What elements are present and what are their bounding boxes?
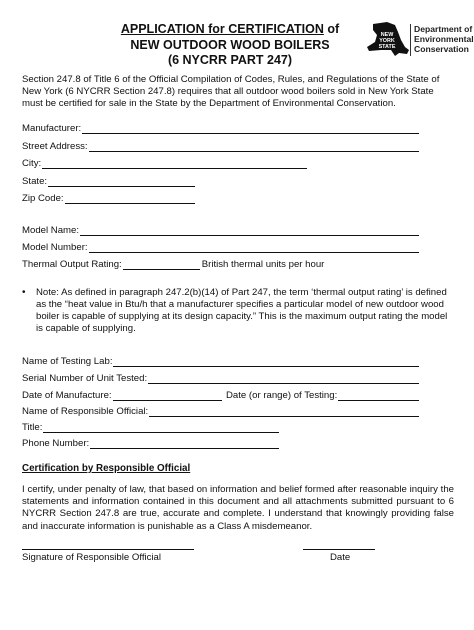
city-field[interactable] [22,157,307,169]
responsible-official-field[interactable] [22,405,419,417]
note-bullet: • [22,287,26,298]
nys-dec-logo [365,20,474,58]
thermal-output-field[interactable] [22,258,350,270]
phone-number-field[interactable] [22,437,279,449]
thermal-output-label: Thermal Output Rating: [22,259,122,270]
model-name-line[interactable] [80,226,419,236]
note-text: Note: As defined in paragraph 247.2(b)(14) of Part 247, the term ‘thermal output rating’ is defined as the “heat value in Btu/h that a manufacturer specifies a particular model of new outdoor wood boiler is capable of supplying at its design capacity.” This is the maximum output rating the model is capable of supplying. [36,287,448,334]
serial-number-line[interactable] [148,374,419,384]
city-line[interactable] [42,159,307,169]
zip-code-field[interactable] [22,192,195,204]
phone-number-label: Phone Number: [22,438,90,449]
thermal-output-line[interactable] [123,260,200,270]
intro-paragraph: Section 247.8 of Title 6 of the Official Compilation of Codes, Rules, and Regulations of the State of New York (6 NYCRR Section 247.8) requires that all outdoor wood boilers sold in New York State must be certified for sale in the State by the Department of Environmental Conservation. [22,74,440,110]
street-address-label: Street Address: [22,141,88,152]
new-york-state-map-icon [365,20,410,58]
zip-code-label: Zip Code: [22,193,64,204]
certification-heading: Certification by Responsible Official [22,463,191,474]
svg-text:NEW: NEW [380,32,394,38]
date-signature-line[interactable] [303,549,375,550]
model-name-label: Model Name: [22,225,80,236]
signature-line[interactable] [22,549,194,550]
title-line1-underlined: APPLICATION for CERTIFICATION [120,22,324,36]
state-line[interactable] [48,177,195,187]
street-address-field[interactable] [22,140,419,152]
state-field[interactable] [22,175,195,187]
department-name [414,25,474,54]
form-title [100,22,360,69]
thermal-output-unit: British thermal units per hour [201,259,325,270]
manufacturer-line[interactable] [82,124,419,134]
phone-number-line[interactable] [90,439,279,449]
dept-line3: Conservation [414,43,469,54]
svg-text:STATE: STATE [378,44,396,50]
manufacturer-field[interactable] [22,122,419,134]
serial-number-label: Serial Number of Unit Tested: [22,373,148,384]
logo-divider [410,24,411,56]
title-line3: (6 NYCRR PART 247) [167,53,293,67]
responsible-official-label: Name of Responsible Official: [22,406,149,417]
zip-code-line[interactable] [65,194,195,204]
signature-label: Signature of Responsible Official [22,552,162,563]
serial-number-field[interactable] [22,372,419,384]
date-manufacture-line[interactable] [113,391,222,401]
city-label: City: [22,158,42,169]
title-line[interactable] [43,423,279,433]
date-testing-line[interactable] [338,391,419,401]
manufacturer-label: Manufacturer: [22,123,82,134]
testing-lab-field[interactable] [22,355,419,367]
dept-line1: Department of [414,24,473,34]
date-testing-label: Date (or range) of Testing: [226,390,338,401]
responsible-official-line[interactable] [149,407,419,417]
thermal-output-note [22,287,454,335]
state-label: State: [22,176,48,187]
dept-line2: Environmental [414,33,474,44]
date-manufacture-field[interactable] [22,389,222,401]
testing-lab-line[interactable] [113,357,419,367]
model-name-field[interactable] [22,224,419,236]
title-line1-rest: of [323,22,340,36]
date-manufacture-label: Date of Manufacture: [22,390,112,401]
certification-text: I certify, under penalty of law, that based on information and belief formed after reasonable inquiry the statements and information contained in this document and all attachments submitted pursuant to 6 NYCRR Section 247.8 are true, accurate and complete. I understand that knowingly providing false and inaccurate information is punishable as a Class A misdemeanor. [22,484,454,532]
date-signature-label: Date [330,552,351,563]
date-testing-field[interactable] [226,389,419,401]
model-number-field[interactable] [22,241,419,253]
testing-lab-label: Name of Testing Lab: [22,356,113,367]
model-number-label: Model Number: [22,242,88,253]
title-line2: NEW OUTDOOR WOOD BOILERS [130,37,330,52]
model-number-line[interactable] [89,243,419,253]
title-label: Title: [22,422,43,433]
street-address-line[interactable] [89,142,419,152]
svg-text:YORK: YORK [379,38,395,44]
title-field[interactable] [22,421,279,433]
